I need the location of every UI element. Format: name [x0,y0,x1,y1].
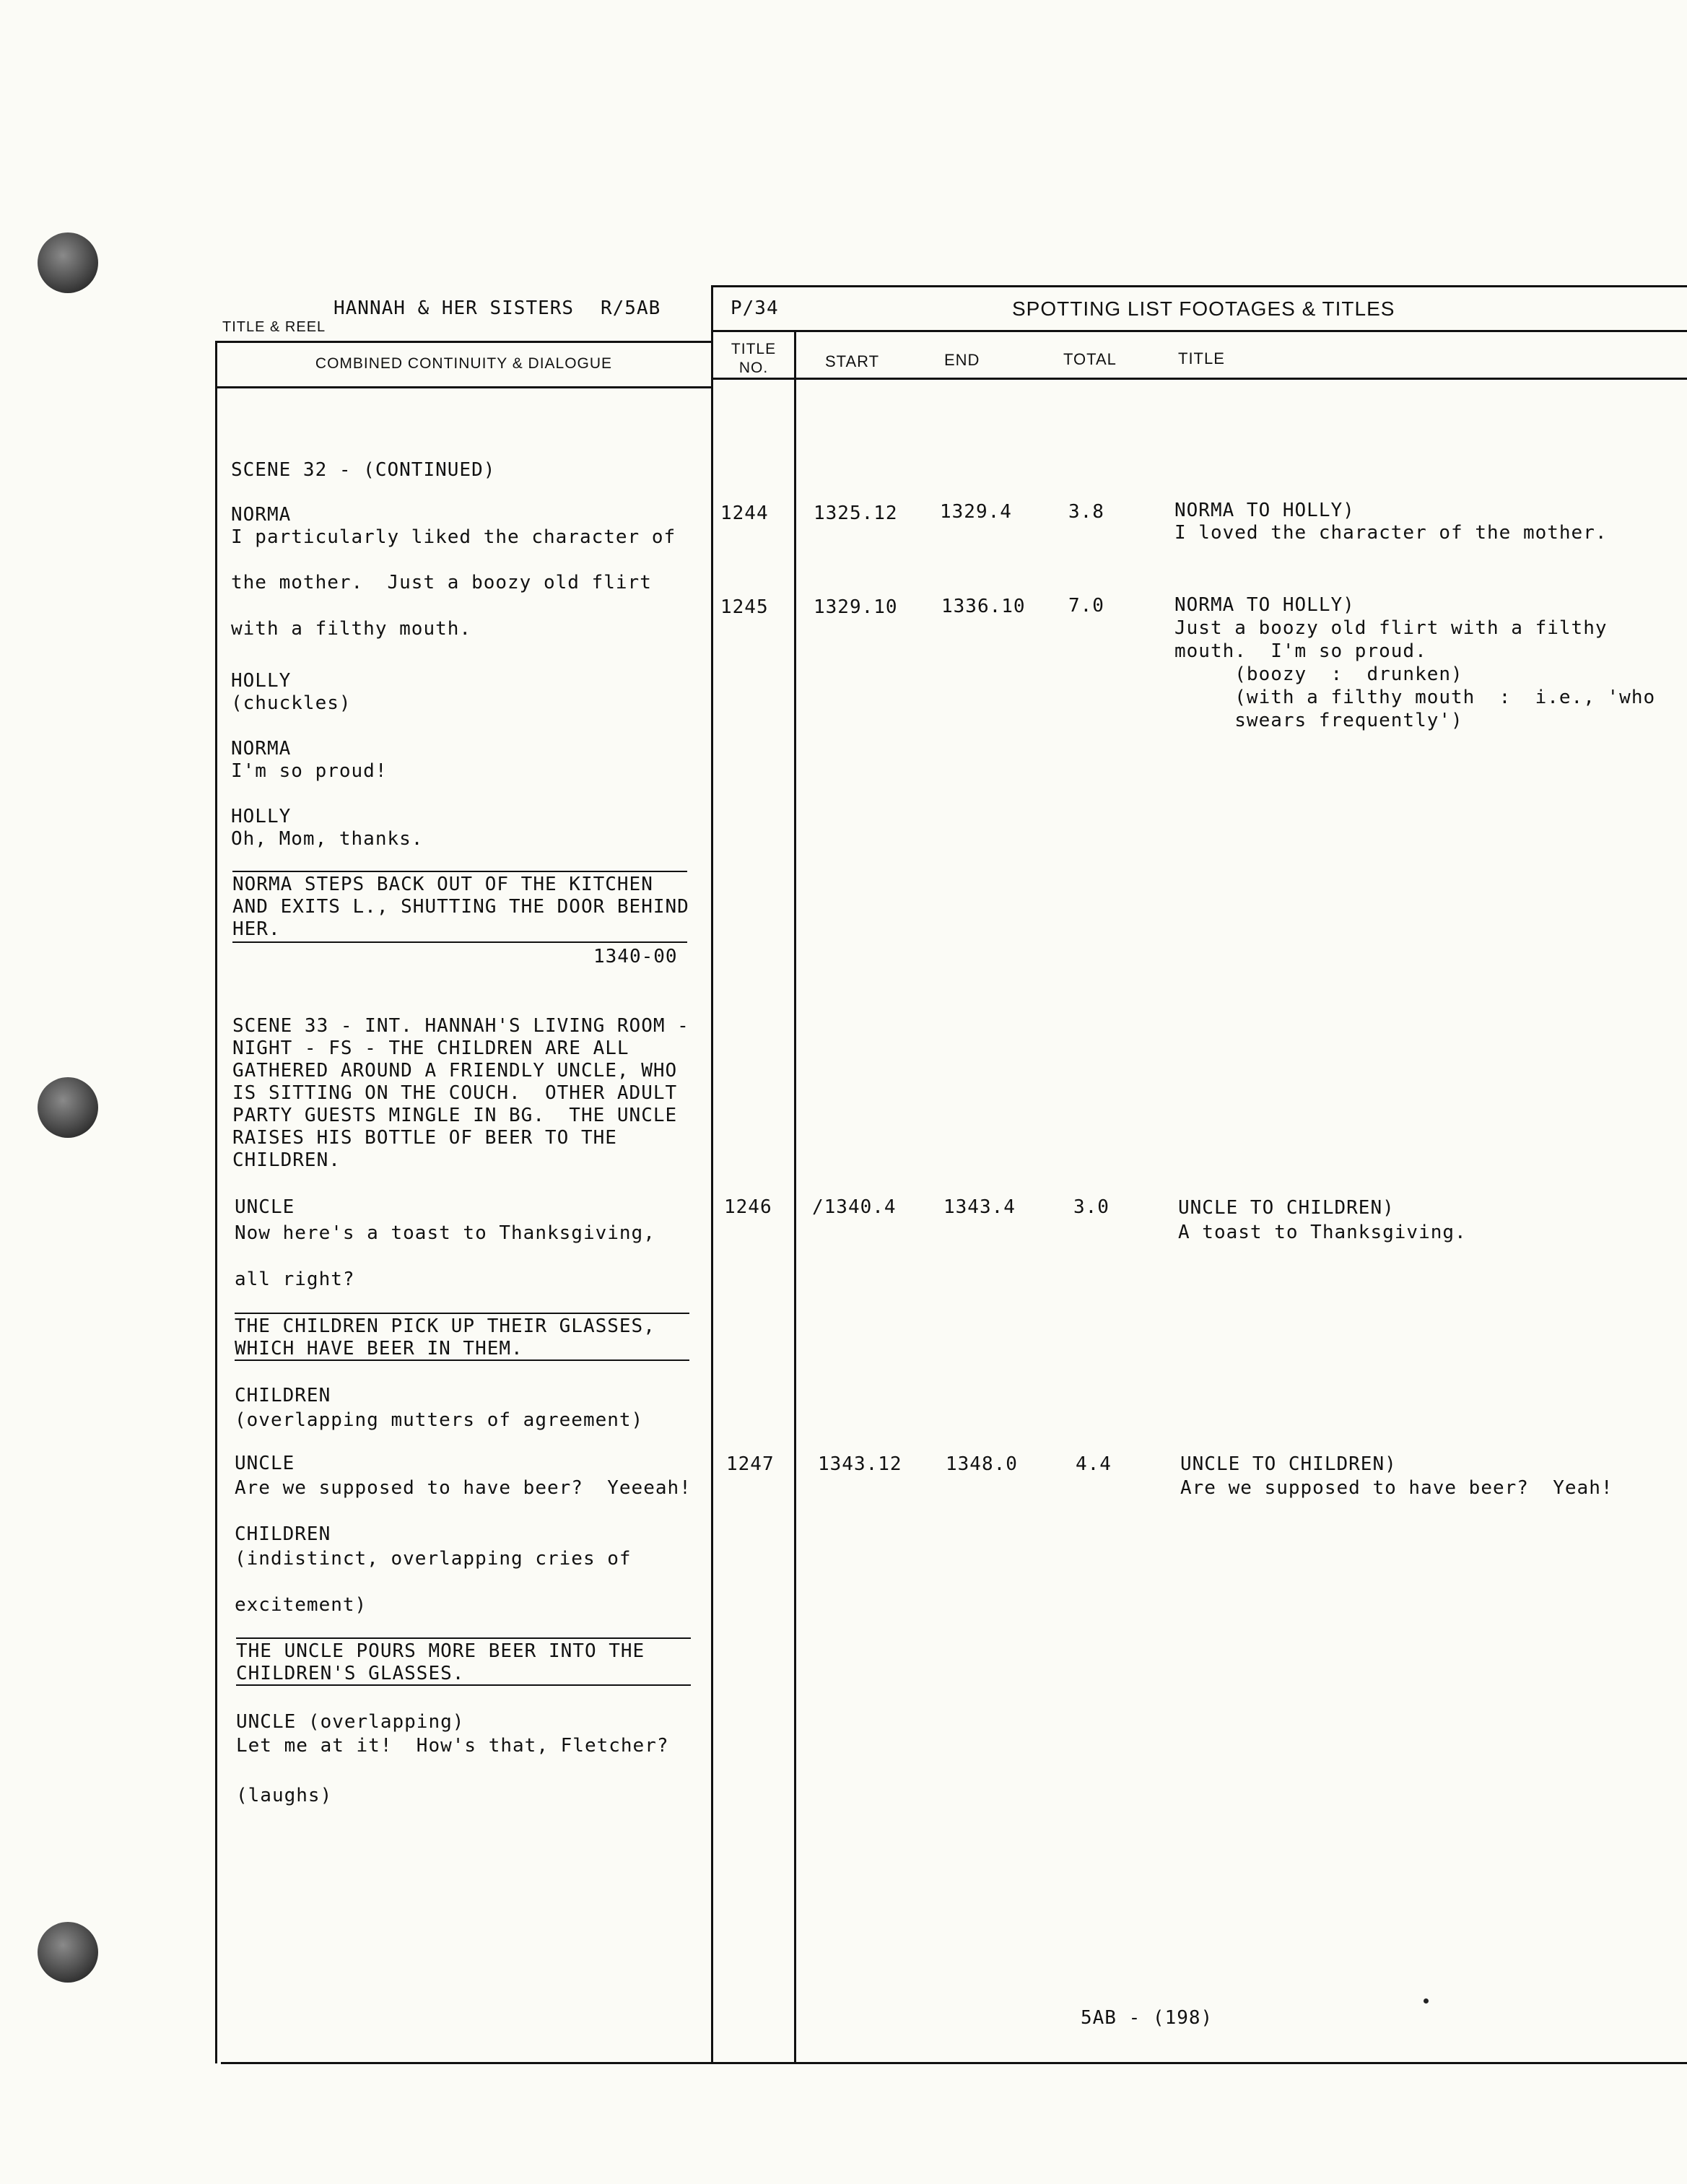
action-rule-bottom [236,1684,691,1686]
film-title: HANNAH & HER SISTERS [334,297,575,319]
page-label: P/34 [731,297,779,319]
spot-end: 1348.0 [946,1453,1018,1475]
col-header-start: START [825,352,880,370]
col-header-end: END [944,351,980,369]
spotting-heading: SPOTTING LIST FOOTAGES & TITLES [1012,297,1395,320]
dialogue-line: I'm so proud! [231,760,388,782]
header-bottom-rule-right [711,378,1687,380]
scene-33-heading: SCENE 33 - INT. HANNAH'S LIVING ROOM - NIGHT - FS - THE CHILDREN ARE ALL GATHERED AROUND A FRIENDLY UNCLE, WHO IS SITTING ON THE COUCH. OTHER ADULT PARTY GUESTS MINGLE IN BG. THE UNCLE RAISES HIS BOTTLE OF BEER TO THE CHILDREN. [232,1015,689,1171]
header-top-rule [711,285,1687,287]
action-rule-top [232,871,687,872]
dialogue-line: (overlapping mutters of agreement) [235,1409,644,1431]
reel-number: R/5AB [601,297,661,319]
spot-total: 3.0 [1073,1196,1110,1218]
speaker-holly: HOLLY [231,670,292,692]
dialogue-line: I particularly liked the character of [231,526,676,548]
header-bottom-rule-left [215,386,713,388]
spot-start: 1343.12 [818,1453,902,1475]
spot-end: 1329.4 [940,501,1012,523]
table-top-rule [215,341,713,343]
header-mid-rule [711,330,1687,332]
dialogue-line: all right? [235,1269,355,1290]
spot-total: 4.4 [1076,1453,1112,1475]
spot-title-no: 1245 [720,596,769,618]
speaker-norma: NORMA [231,504,292,526]
spot-total: 7.0 [1068,595,1104,617]
spot-start: /1340.4 [812,1196,897,1218]
speaker-uncle: UNCLE [235,1453,295,1474]
action-description: THE UNCLE POURS MORE BEER INTO THE CHILDREN'S GLASSES. [236,1640,645,1684]
divider-title-no [794,330,796,2063]
col-header-total: TOTAL [1063,350,1117,368]
action-rule-top [236,1637,691,1639]
binder-hole-bottom [38,1922,98,1983]
spot-title-no: 1247 [726,1453,775,1475]
dialogue-line: Let me at it! How's that, Fletcher? [236,1735,669,1757]
speaker-children: CHILDREN [235,1385,331,1406]
speaker-norma: NORMA [231,738,292,760]
dialogue-line: excitement) [235,1594,367,1616]
spot-title-no: 1246 [724,1196,772,1218]
speaker-children: CHILDREN [235,1523,331,1545]
col-header-title-no-2: NO. [738,360,769,376]
spot-start: 1325.12 [814,503,898,524]
spot-title-text: UNCLE TO CHILDREN) Are we supposed to have beer? Yeah! [1180,1453,1613,1499]
divider-dialogue [711,285,713,2063]
action-description: NORMA STEPS BACK OUT OF THE KITCHEN AND EXITS L., SHUTTING THE DOOR BEHIND HER. [232,874,689,940]
stray-dot [1424,1998,1429,2004]
binder-hole-top [38,232,98,293]
speaker-uncle: UNCLE (overlapping) [236,1711,465,1733]
dialogue-line: the mother. Just a boozy old flirt [231,572,652,593]
spot-total: 3.8 [1068,501,1104,523]
spot-title-text: NORMA TO HOLLY) Just a boozy old flirt with a filthy mouth. I'm so proud. (boozy : drunken) (with a filthy mouth : i.e., 'who swears frequently') [1174,594,1656,731]
table-bottom-rule [221,2062,1687,2064]
dialogue-line: Oh, Mom, thanks. [231,828,424,850]
scene-32-heading: SCENE 32 - (CONTINUED) [231,459,496,481]
footage-mark: 1340-00 [593,946,678,967]
col-header-title: TITLE [1178,349,1225,367]
spot-end: 1343.4 [943,1196,1016,1218]
title-reel-label: TITLE & REEL [222,319,326,335]
dialogue-line: (laughs) [236,1785,333,1806]
binder-hole-middle [38,1077,98,1138]
spot-title-text: NORMA TO HOLLY) I loved the character of the mother. [1174,500,1608,544]
page-number: 5AB - (198) [1081,2007,1213,2029]
speaker-holly: HOLLY [231,806,292,827]
dialogue-line: (chuckles) [231,692,352,714]
spot-start: 1329.10 [814,596,898,618]
action-rule-bottom [232,941,687,943]
action-description: THE CHILDREN PICK UP THEIR GLASSES, WHICH HAVE BEER IN THEM. [235,1315,655,1359]
left-border [215,341,217,2063]
dialogue-line: Now here's a toast to Thanksgiving, [235,1222,655,1244]
spot-title-no: 1244 [720,503,769,524]
speaker-uncle: UNCLE [235,1196,295,1218]
col-header-dialogue: COMBINED CONTINUITY & DIALOGUE [315,355,613,372]
dialogue-line: (indistinct, overlapping cries of [235,1548,632,1570]
action-rule-bottom [235,1359,689,1361]
spot-title-text: UNCLE TO CHILDREN) A toast to Thanksgiving. [1178,1197,1467,1243]
dialogue-line: Are we supposed to have beer? Yeeeah! [235,1477,692,1499]
dialogue-line: with a filthy mouth. [231,618,472,640]
action-rule-top [235,1313,689,1314]
col-header-title-no-1: TITLE [731,341,777,357]
spot-end: 1336.10 [941,596,1026,617]
